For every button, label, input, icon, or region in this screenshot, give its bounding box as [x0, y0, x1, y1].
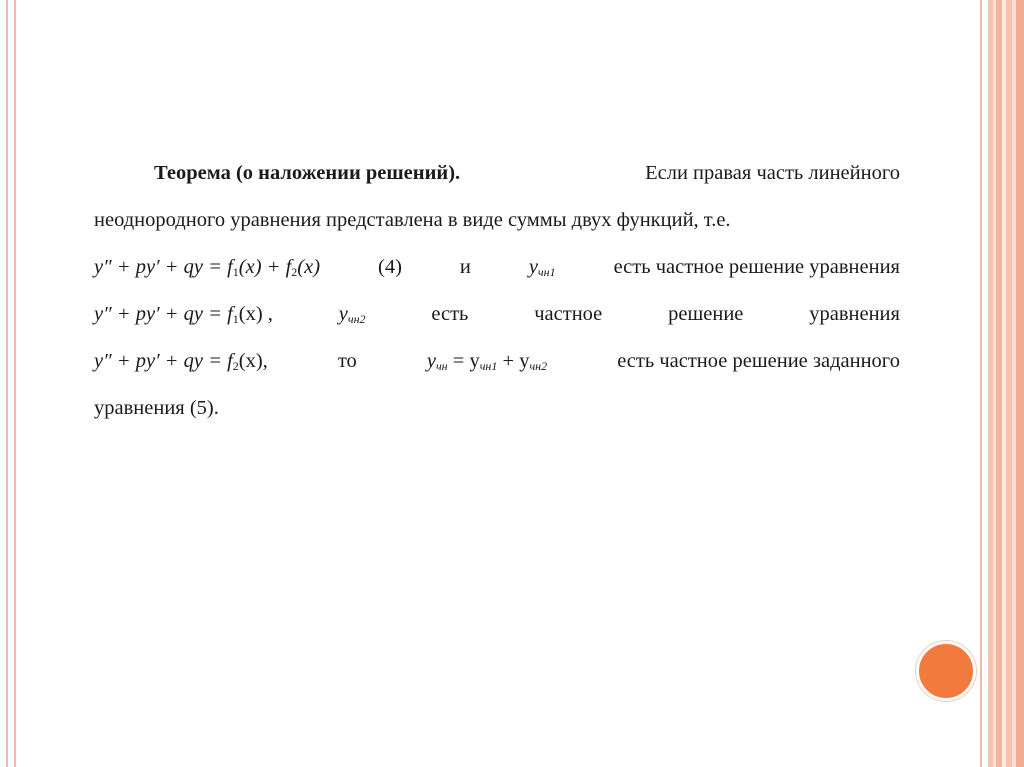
left-frame-stripe: [6, 0, 16, 767]
line1-text: Если правая часть линейного: [645, 162, 900, 184]
line3-text: есть частное решение уравнения: [613, 256, 900, 278]
word-then: то: [337, 350, 357, 372]
line6-text: уравнения (5).: [94, 397, 219, 419]
line2-text: неоднородного уравнения представлена в виде суммы двух функций, т.е.: [94, 209, 731, 231]
right-frame-line: [980, 0, 988, 767]
theorem-line-2: [94, 197, 900, 244]
equation-f1: y″ + py′ + qy = $f_1(x)$ ,: [94, 303, 273, 326]
line4-word-3: решение: [668, 303, 744, 325]
word-and: и: [459, 256, 471, 278]
line4-word-4: уравнения: [809, 303, 900, 325]
y-ch2: $y_{чн2}$: [338, 303, 366, 326]
orange-circle-decoration: [916, 641, 976, 701]
sum-formula: $y_{чн} = y_{чн1} + y_{чн2}$: [426, 350, 548, 373]
theorem-line-1: [94, 150, 900, 197]
equation-number-4: (4): [378, 256, 402, 278]
line5-text: есть частное решение заданного: [617, 350, 900, 372]
line4-word-1: есть: [431, 303, 469, 325]
theorem-text: [94, 150, 900, 432]
theorem-title: Теорема (о наложении решений).: [154, 162, 461, 184]
theorem-line-5: [94, 338, 900, 385]
theorem-line-4: [94, 291, 900, 338]
theorem-line-6: [94, 385, 900, 432]
equation-4: y″ + py′ + qy = $f_1(x) + f_2(x)$: [94, 256, 321, 279]
equation-f2: y″ + py′ + qy = $f_2(x)$,: [94, 350, 268, 373]
y-ch1: $y_{чн1}$: [528, 256, 556, 279]
right-frame-stripes: [988, 0, 1024, 767]
line4-word-2: частное: [534, 303, 603, 325]
theorem-line-3: [94, 244, 900, 291]
